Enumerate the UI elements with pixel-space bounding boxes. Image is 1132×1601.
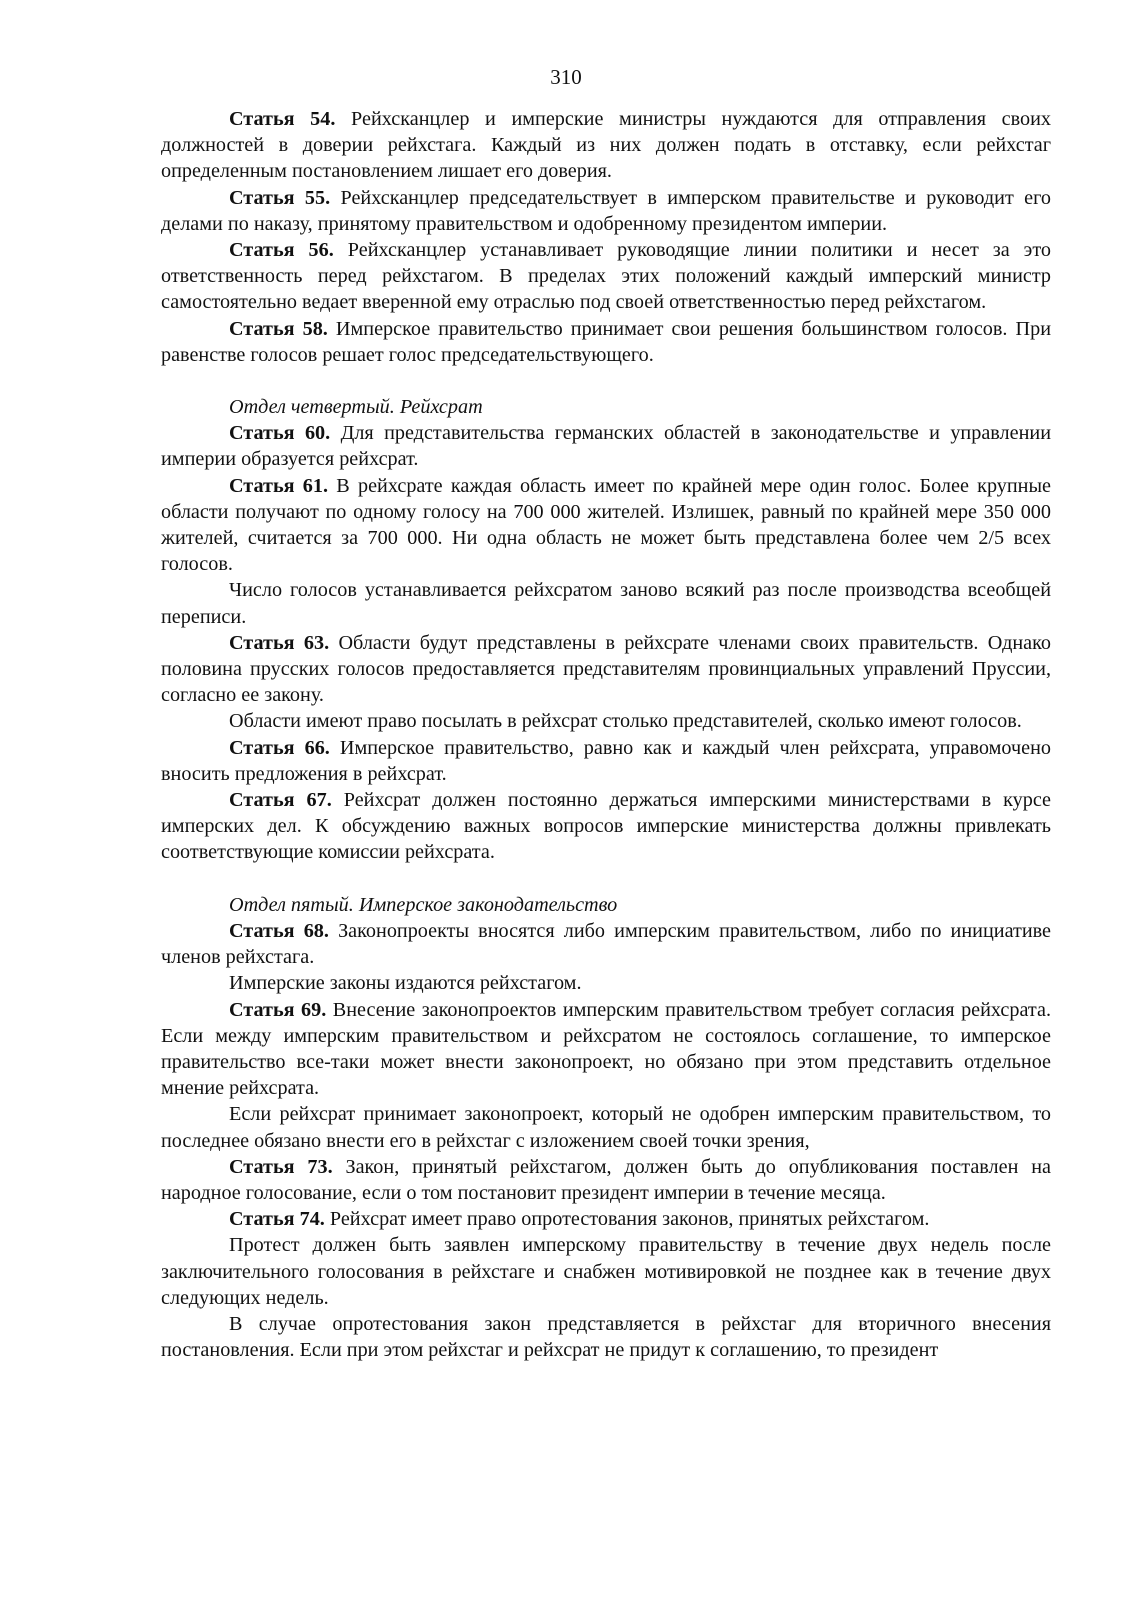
paragraph-text: В случае опротестования закон представляется в рейхстаг для вторичного внесения постановления. Если при этом рейхстаг и рейхсрат не придут к соглашению, то президент	[161, 1312, 1051, 1362]
paragraph	[161, 630, 1051, 709]
paragraph	[161, 970, 1051, 996]
article-label: Статья 61.	[229, 474, 329, 497]
paragraph	[161, 577, 1051, 629]
article-label: Статья 68.	[229, 919, 329, 942]
article-label: Статья 60.	[229, 422, 331, 445]
paragraph-text: Внесение законопроектов имперским правительством требует согласия рейхсрата. Если между имперским правительством и рейхсратом не состоялось соглашение, то имперское правительство все-таки может внести законопроект, но обязано при этом представить отдельное мнение рейхсрата.	[161, 998, 1051, 1100]
paragraph-text: Законопроекты вносятся либо имперским правительством, либо по инициативе членов рейхстага.	[161, 919, 1052, 969]
paragraph	[161, 997, 1051, 1102]
paragraph	[161, 1101, 1051, 1153]
paragraph-text: Для представительства германских областей в законодательстве и управлении империи образуется рейхсрат.	[161, 422, 1051, 471]
paragraph	[161, 316, 1051, 368]
page-number: 310	[550, 65, 582, 89]
paragraph	[161, 237, 1051, 316]
paragraph-text: Протест должен быть заявлен имперскому правительству в течение двух недель после заключительного голосования в рейхстаге и снабжен мотивировкой не позднее как в течение двух следующих недель.	[161, 1234, 1051, 1309]
paragraph-text: Области будут представлены в рейхсрате членами своих правительств. Однако половина прусских голосов предоставляется представителям провинциальных управлений Пруссии, согласно ее закону.	[161, 631, 1052, 707]
article-label: Статья 73.	[229, 1155, 333, 1178]
article-label: Статья 58.	[229, 317, 328, 340]
paragraph	[161, 106, 1051, 185]
section-heading: Отдел пятый. Имперское законодательство	[229, 893, 618, 916]
paragraph	[161, 1154, 1051, 1206]
paragraph	[161, 473, 1051, 578]
section-heading: Отдел четвертый. Рейхсрат	[229, 396, 483, 419]
article-label: Статья 67.	[229, 789, 332, 812]
article-label: Статья 74.	[229, 1208, 325, 1231]
article-label: Статья 66.	[229, 736, 330, 759]
paragraph	[161, 185, 1051, 237]
paragraph-text: Имперское правительство, равно как и каждый член рейхсрата, управомочено вносить предложения в рейхсрат.	[161, 736, 1051, 785]
article-label: Статья 54.	[229, 108, 336, 130]
paragraph	[161, 1311, 1051, 1363]
paragraph-text: Имперские законы издаются рейхстагом.	[229, 972, 582, 995]
paragraph-text: Рейхсканцлер и имперские министры нуждаются для отправления своих должностей в доверии рейхстага. Каждый из них должен подать в отставку, если рейхстаг определенным постановлением лишает его доверия.	[161, 108, 1052, 183]
paragraph-text: Число голосов устанавливается рейхсратом заново всякий раз после производства всеобщей переписи.	[161, 579, 1051, 628]
paragraph-text: Рейхсрат имеет право опротестования законов, принятых рейхстагом.	[324, 1208, 930, 1231]
paragraph-text: Имперское правительство принимает свои решения большинством голосов. При равенстве голосов решает голос председательствующего.	[161, 317, 1052, 366]
paragraph-text: Если рейхсрат принимает законопроект, который не одобрен имперским правительством, то последнее обязано внести его в рейхстаг с изложением своей точки зрения,	[161, 1103, 1051, 1152]
paragraph	[161, 420, 1051, 472]
paragraph	[161, 787, 1051, 866]
article-label: Статья 69.	[229, 998, 327, 1021]
article-label: Статья 56.	[229, 239, 334, 262]
paragraph	[161, 1232, 1051, 1311]
paragraph-text: Рейхсканцлер председательствует в имперском правительстве и руководит его делами по наказу, принятому правительством и одобренному президентом империи.	[161, 186, 1051, 235]
paragraph-text: Области имеют право посылать в рейхсрат столько представителей, сколько имеют голосов.	[229, 710, 1022, 733]
paragraph	[161, 735, 1051, 787]
paragraph-text: Закон, принятый рейхстагом, должен быть до опубликования поставлен на народное голосование, если о том постановит президент империи в течение месяца.	[161, 1155, 1051, 1204]
paragraph	[161, 708, 1051, 734]
paragraph	[161, 918, 1051, 970]
paragraph-text: Рейхсканцлер устанавливает руководящие линии политики и несет за это ответственность перед рейхстагом. В пределах этих положений каждый имперский министр самостоятельно ведает вверенной ему отраслью под своей ответственностью перед рейхстагом.	[161, 239, 1051, 314]
article-label: Статья 63.	[229, 631, 330, 654]
document-body	[161, 106, 1051, 1363]
paragraph-text: В рейхсрате каждая область имеет по крайней мере один голос. Более крупные области получают по одному голосу на 700 000 жителей. Излишек, равный по крайней мере 350 000 жителей, считается за 700 000. Ни одна область не может быть представлена более чем 2/5 всех голосов.	[161, 474, 1052, 576]
paragraph	[161, 1206, 1051, 1232]
article-label: Статья 55.	[229, 186, 331, 209]
paragraph-text: Рейхсрат должен постоянно держаться имперскими министерствами в курсе имперских дел. К обсуждению важных вопросов имперские министерства должны привлекать соответствующие комиссии рейхсрата.	[161, 789, 1051, 864]
